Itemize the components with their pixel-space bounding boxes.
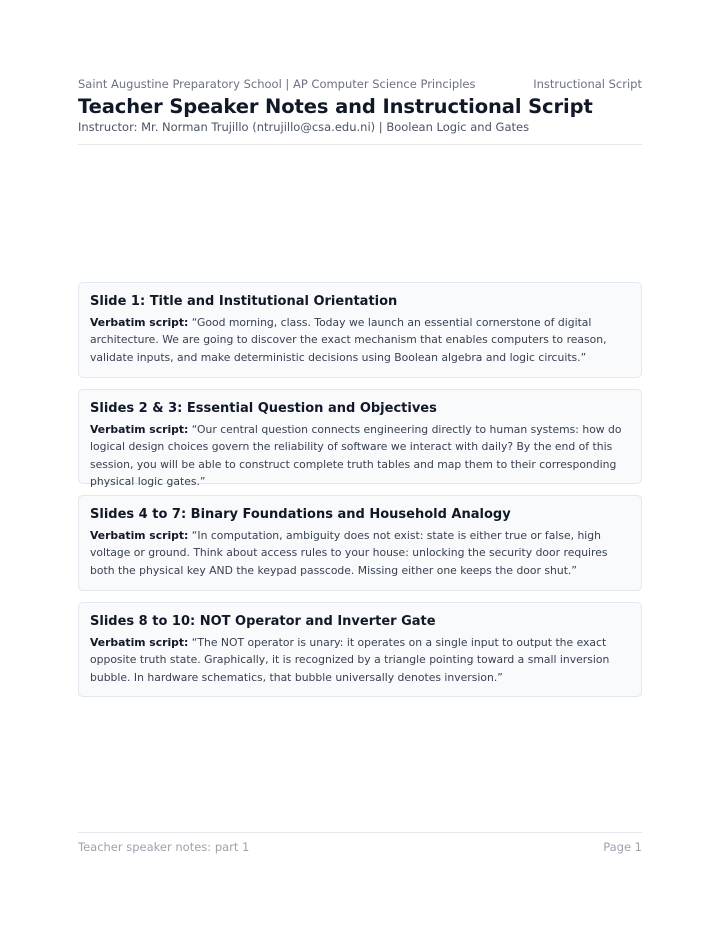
document-title: Teacher Speaker Notes and Instructional Script bbox=[78, 95, 593, 118]
section-card-slides-8-10 bbox=[78, 602, 642, 697]
verbatim-label: Verbatim script: bbox=[90, 636, 189, 649]
verbatim-label: Verbatim script: bbox=[90, 316, 189, 329]
footer-label: Teacher speaker notes: part 1 bbox=[78, 840, 250, 854]
running-header bbox=[78, 77, 642, 91]
instructor-line: Instructor: Mr. Norman Trujillo (ntrujillo@csa.edu.ni) | Boolean Logic and Gates bbox=[78, 120, 530, 134]
verbatim-text: “The NOT operator is unary: it operates on a single input to output the exact opposite truth state. Graphically, it is recognized by a triangle pointing toward a small inversion bubble. In hardware schematics, that bubble universally denotes inversion.” bbox=[90, 636, 610, 684]
verbatim-text: “In computation, ambiguity does not exist: state is either true or false, high voltage or ground. Think about access rules to your house: unlocking the security door requires both the physical key AND the keypad passcode. Missing either one keeps the door shut.” bbox=[90, 529, 608, 577]
section-title: Slides 4 to 7: Binary Foundations and Household Analogy bbox=[90, 507, 511, 522]
section-card-slide-1 bbox=[78, 282, 642, 378]
section-body bbox=[90, 634, 630, 686]
section-card-slides-2-3 bbox=[78, 389, 642, 488]
section-title: Slide 1: Title and Institutional Orientation bbox=[90, 294, 398, 309]
verbatim-label: Verbatim script: bbox=[90, 423, 189, 436]
section-body bbox=[90, 314, 630, 366]
section-body bbox=[90, 421, 630, 490]
footer-divider bbox=[78, 832, 642, 833]
section-body bbox=[90, 527, 630, 579]
school-course-line: Saint Augustine Preparatory School | AP Computer Science Principles bbox=[78, 77, 476, 91]
section-title: Slides 8 to 10: NOT Operator and Inverter Gate bbox=[90, 614, 436, 629]
section-title: Slides 2 & 3: Essential Question and Objectives bbox=[90, 401, 437, 416]
header-divider bbox=[78, 144, 642, 145]
verbatim-text: “Good morning, class. Today we launch an essential cornerstone of digital architecture. We are going to discover the exact mechanism that enables computers to reason, validate inputs, and make deterministic decisions using Boolean algebra and logic circuits.” bbox=[90, 316, 607, 364]
document-page bbox=[78, 0, 642, 932]
verbatim-text: “Our central question connects engineering directly to human systems: how do logical design choices govern the reliability of software we interact with daily? By the end of this session, you will be able to construct complete truth tables and map them to their corresponding physical logic gates.” bbox=[90, 423, 622, 488]
verbatim-label: Verbatim script: bbox=[90, 529, 189, 542]
section-card-slides-4-7 bbox=[78, 495, 642, 591]
page-number: Page 1 bbox=[603, 840, 642, 854]
running-footer bbox=[78, 840, 642, 854]
document-type-label: Instructional Script bbox=[533, 77, 642, 91]
